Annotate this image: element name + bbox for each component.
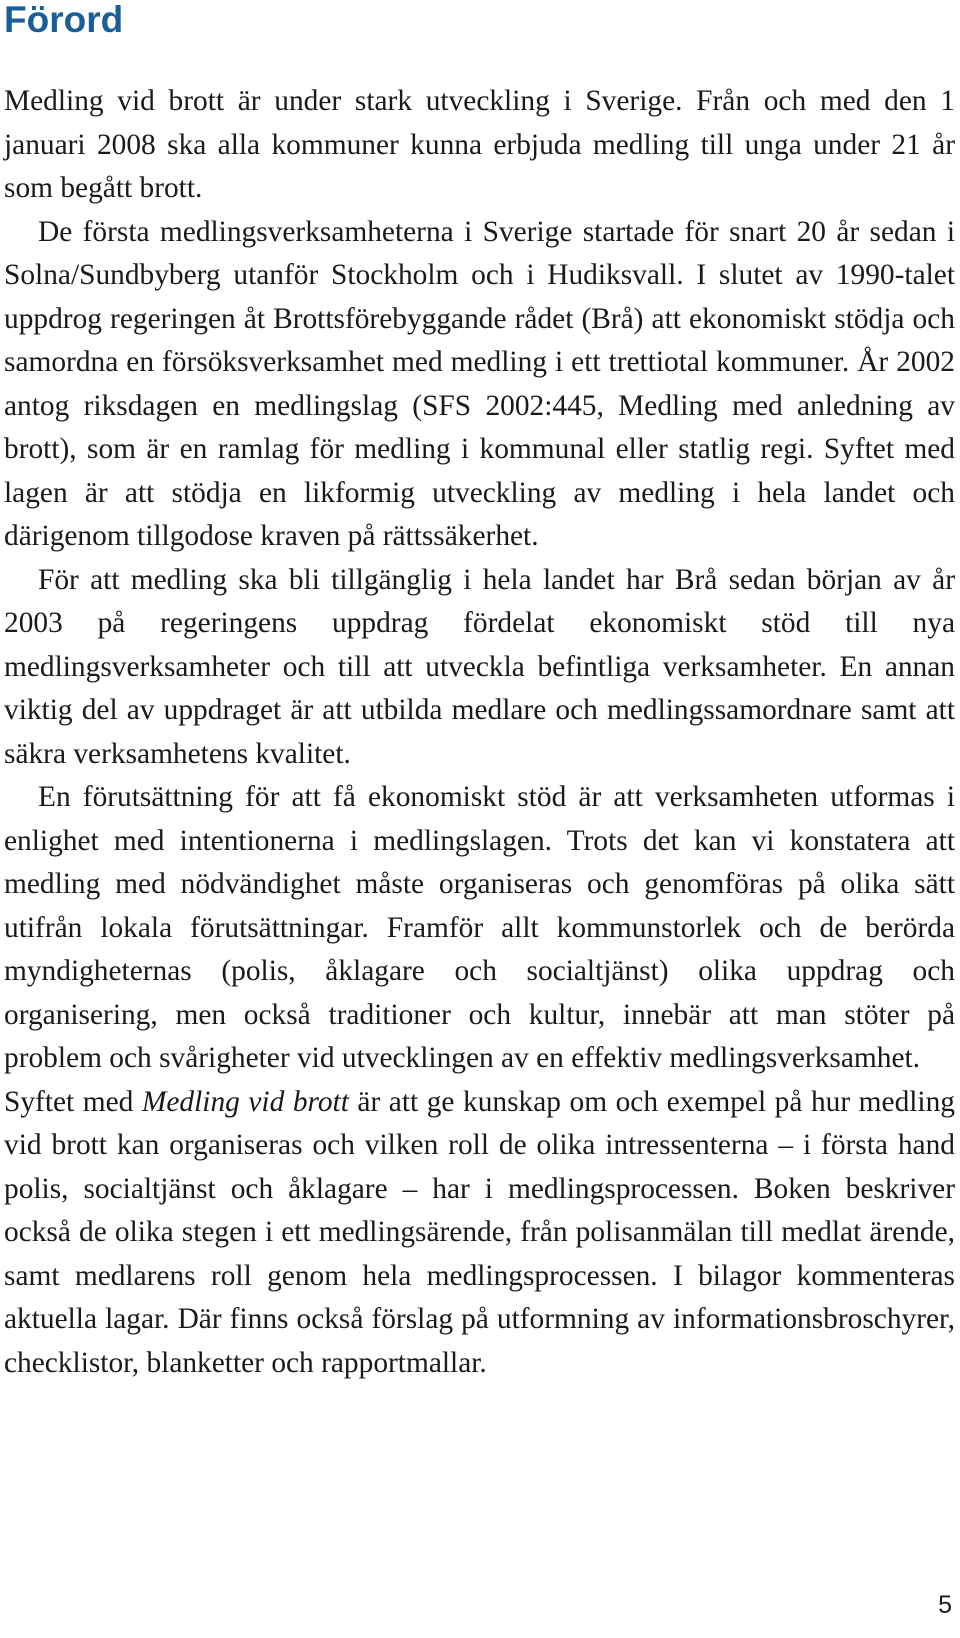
paragraph-1: Medling vid brott är under stark utveckling i Sverige. Från och med den 1 januari 2008 ska alla kommuner kunna erbjuda medling till unga under 21 år som begått brott. [4, 85, 955, 204]
page-title: Förord [4, 0, 124, 40]
body-text [4, 80, 955, 1385]
page-number: 5 [938, 1591, 952, 1619]
paragraph-4: En förutsättning för att få ekonomiskt stöd är att verksamheten utformas i enlighet med intentionerna i medlingslagen. Trots det kan vi konstatera att medling med nödvändighet måste organiseras och genomföras på olika sätt utifrån lokala förutsättningar. Framför allt kommunstorlek och de berörda myndigheternas (polis, åklagare och socialtjänst) olika uppdrag och organisering, men också traditioner och kultur, innebär att man stöter på problem och svårigheter vid utvecklingen av en effektiv medlingsverksamhet. [4, 781, 955, 1074]
paragraph-5 [4, 1081, 955, 1386]
paragraph-2: De första medlingsverksamheterna i Sverige startade för snart 20 år sedan i Solna/Sundbyberg utanför Stockholm och i Hudiksvall. I slutet av 1990-talet uppdrog regeringen åt Brottsförebyggande rådet (Brå) att ekonomiskt stödja och samordna en försöksverksamhet med medling i ett trettiotal kommuner. År 2002 antog riksdagen en medlingslag (SFS 2002:445, Medling med anledning av brott), som är en ramlag för medling i kommunal eller statlig regi. Syftet med lagen är att stödja en likformig utveckling av medling i hela landet och därigenom tillgodose kraven på rättssäkerhet. [4, 215, 955, 552]
paragraph-5-rest: är att ge kunskap om och exempel på hur medling vid brott kan organiseras och vilken roll de olika intressenterna – i första hand polis, socialtjänst och åklagare – har i medlingsprocessen. Boken beskriver också de olika stegen i ett medlingsärende, från polisanmälan till medlat ärende, samt medlarens roll genom hela medlingsprocessen. I bilagor kommenteras aktuella lagar. Där finns också förslag på utformning av informationsbroschyrer, checklistor, blanketter och rapportmallar. [4, 1085, 955, 1379]
paragraph-5-start: Syftet med [4, 1085, 142, 1118]
paragraph-3: För att medling ska bli tillgänglig i hela landet har Brå sedan början av år 2003 på regeringens uppdrag fördelat ekonomiskt stöd till nya medlingsverksamheter och till att utveckla befintliga verksamheter. En annan viktig del av uppdraget är att utbilda medlare och medlingssamordnare samt att säkra verksamhetens kvalitet. [4, 563, 955, 770]
book-title-emphasis: Medling vid brott [141, 1085, 349, 1118]
